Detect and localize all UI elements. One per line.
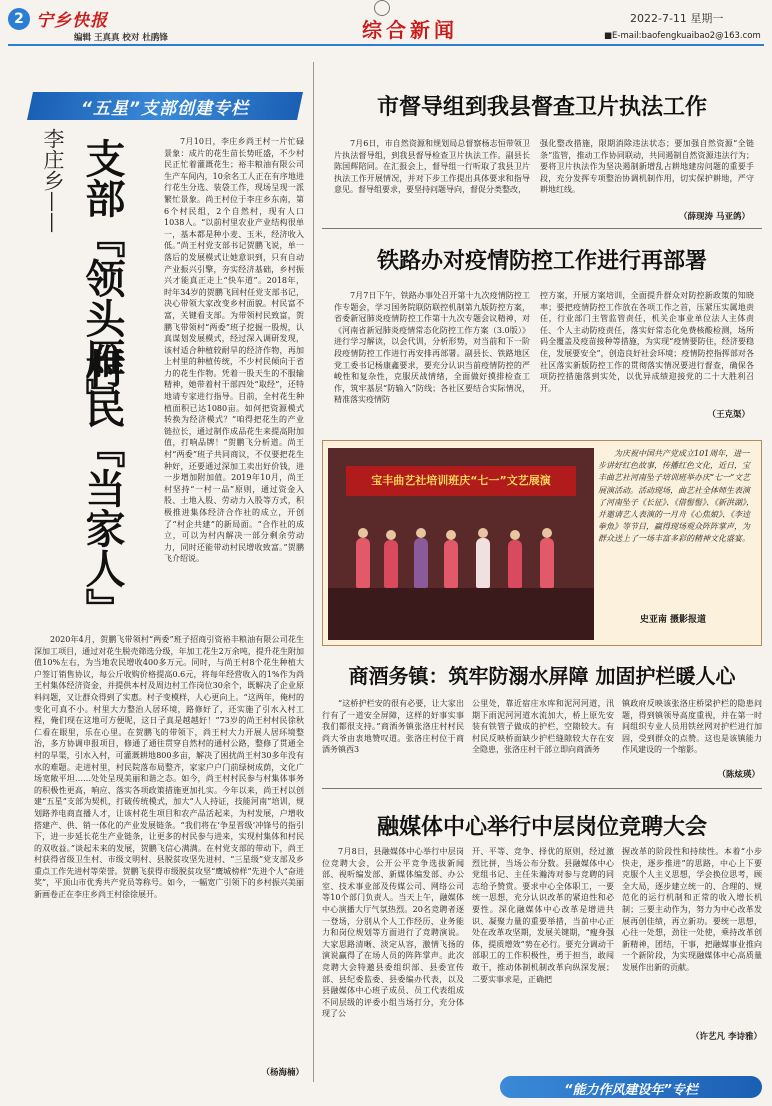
stage-banner: 宝丰曲艺社培训班庆“七一”文艺展演: [346, 466, 576, 496]
article-4-credit: （许艺凡 李诗雅）: [691, 1032, 762, 1042]
section-title: 综合新闻: [362, 18, 458, 42]
performer-head: [358, 528, 368, 538]
article-4-headline: 融媒体中心举行中层岗位竞聘大会: [376, 814, 707, 840]
article-3-headline: 商酒务镇：筑牢防溺水屏障 加固护栏暖人心: [348, 664, 736, 688]
performer: [356, 538, 370, 588]
header-rule: [8, 44, 764, 46]
column-divider: [313, 62, 314, 1082]
performer: [540, 538, 554, 588]
performer-head: [478, 528, 488, 538]
article-2-credit: （王克渠）: [707, 410, 750, 420]
performer: [414, 538, 428, 588]
article-1-credit: （薛现涛 马亚鸽）: [679, 212, 750, 222]
performer-head: [416, 528, 426, 538]
stage-floor: [328, 588, 594, 640]
article-divider: [322, 788, 762, 789]
article-1-body-right: 强化整改措施，限期消除违法状态；要加强自然资源“全链条”监管，推动工作协同联动，共同遏制自然资源违法行为；要将卫片执法作为坚决遏制新增乱占耕地建房问题的重要手段，充分发挥专项整治协调机制作用，切实保护耕地，严守耕地红线。: [540, 139, 754, 195]
column-banner-title: “五星”支部创建专栏: [81, 99, 249, 119]
issue-date: 2022-7-11 星期一: [630, 12, 724, 25]
article-4-body-col1: 7月8日，县融媒体中心举行中层岗位竞聘大会，公开公平竞争选拔新闻部、视听编发部、新媒体编发部、办公室、技术事业部及传媒公司、网络公司等10个部门负责人。当天上午，融媒体中心演播大厅气氛热烈。20名竞聘者逐一登场，分别从个人工作经历、业务能力和岗位规划等方面进行了竞聘演说。大家思路清晰、淡定从容，激情飞扬的演说赢得了在场人员的阵阵掌声。此次竞聘大会特邀县委组织部、县委宣传部、县纪委监委、县委编办代表，以及县融媒体中心班子成员、员工代表组成不同层级的评委小组当场打分，充分体现了公: [322, 847, 464, 1019]
article-2-body-right: 控方案，开展方案培训，全面提升群众对防控新政策的知晓率；要把疫情防控工作放在各项工作之首，压紧压实属地责任，行业部门主管监管责任，机关企事业单位法人主体责任、个人主动防疫责任，落实好常态化免费核酸检测，场所码全覆盖及疫苗接种等措施，为实现“疫情要防住，经济要稳住，发展要安全”，创造良好社会环境；疫情防控指挥部对各社区落实新版防控工作的贯彻落实情况要进行督查，确保各项防控措施落到实处，以优异成绩迎接党的二十大胜利召开。: [540, 291, 754, 393]
article-1-body-left: 7月6日，市自然资源和规划局总督察杨志恒带领卫片执法督导组，到我县督导检查卫片执法工作。副县长陈国辉陪同。在汇报会上，督导组一行听取了我县卫片执法工作开展情况，并对下步工作提出具体要求和指导意见。督导组要求，要坚持问题导向，督促分类整改，: [334, 139, 530, 195]
performer-head: [510, 530, 520, 540]
feature-title-2: 村民『当家人』: [79, 348, 126, 628]
village-label: 李庄乡——: [41, 128, 65, 233]
article-2-body-left: 7月7日下午，铁路办事处召开第十九次疫情防控工作专题会，学习国务院联防联控机制第九版防控方案，省委新冠肺炎疫情防控工作第十九次专题会议精神，对《河南省新冠肺炎疫情常态化防控工作方案（3.0版）》进行学习解读，以会代训，分析形势，对当前和下一阶段疫情防控工作进行再安排再部署。副县长、铁路地区党工委书记杨康鑫要求，要充分认识当前疫情防控的严峻性和复杂性，克服厌战情绪，全面做好摸排检查工作，筑牢基层“防输入”防线；各社区要结合实际情况，精准落实疫情防: [334, 291, 530, 405]
contact-email: ■E-mail:baofengkuaibao2@163.com: [604, 31, 761, 41]
article-1-headline: 市督导组到我县督查卫片执法工作: [376, 94, 707, 120]
article-divider: [322, 228, 762, 229]
newspaper-logo: 宁乡快报: [36, 11, 108, 31]
article-3-body-col3: 镇政府反映该张洛庄桥梁护栏的隐患问题，得到镇领导高度重视，并在第一时间组织专业人员用铁丝网对护栏进行加固，受到群众的点赞。这也是该镇能力作风建设的一个缩影。: [622, 699, 762, 755]
performer: [444, 540, 458, 588]
article-2-headline: 铁路办对疫情防控工作进行再部署: [376, 248, 707, 274]
article-3-body-col1: “这桥护栏安的很有必要，让大家出行有了一道安全屏障，这样的好事实事我们都很支持。”商酒务镇张洛庄村村民尚大爷由衷地赞叹道。张洛庄村位于商酒务镇西3: [322, 699, 464, 755]
stage-performance-photo: [328, 448, 594, 640]
performer: [384, 540, 398, 588]
bottom-column-banner-title: “能力作风建设年”专栏: [564, 1083, 698, 1098]
article-3-body-col2: 公里处，靠近宿庄水库和泥河河道，汛期下雨泥河河道水流加大，桥上原先安装有铁管子做成的护栏，空隙较大。有村民反映桥面缺少护栏缝隙较大存在安全隐患，张洛庄村干部立即向商酒务: [472, 699, 614, 755]
feature-title-1: 支部『领头雁』: [79, 138, 126, 418]
staff-line: 编辑 王真真 校对 杜鹃锋: [74, 33, 168, 43]
article-4-body-col2: 开、平等、竞争、择优的原则，经过激烈比拼，当场公布分数。县融媒体中心党组书记、主任朱瀚涛对参与竞聘的同志给予赞赏。要求中心全体职工，一要统一思想，充分认识改革的紧迫性和必要性。深化融媒体中心改革是增进共识、凝聚力量的重要举措，当前中心正处在改革攻坚期，发展关键期，“瘦身强体，提质增效”势在必行。要充分调动干部职工的工作积极性，勇于担当，敢闯敢干，推动体制机制改革向纵深发展；二要实事求是，正确把: [472, 847, 614, 984]
photo-credit: 史亚南 摄影报道: [639, 615, 707, 625]
page-number-badge: 2: [8, 8, 30, 30]
performer: [476, 538, 490, 588]
performer-head: [446, 530, 456, 540]
feature-body-lower: 2020年4月，贺鹏飞带领村“两委”班子招商引资裕丰粮油有限公司花生深加工项目，通过对花生脱壳筛选分级，年加工花生2万余吨，提升花生附加值10%左右，为当地农民增收400多万元。同时，与尚王村8个花生种植大户签订销售协议，每公斤收购价格提高0.6元，将每年经营收入的1%作为尚王村集体经济资金，并提供本村及周边村工作岗位30余个，既解决了企业原料问题，又让群众得到了实惠。村子变模样，人心更向上。“这两年，俺村的变化可真不小。村里大力整治人居环境，路修好了，还实施了引水入村工程，俺们现在这地可方便呢，这日子真是越越好！”73岁的尚王村村民徐秋仁看在眼里，乐在心里。在贺鹏飞的带领下，尚王村大力开展人居环境整治，多方协调申报项目，修通了通往贯穿自然村的通村公路，整修了贯通全村的旱渠，引水入村，可灌溉耕地800多亩，解决了困扰尚王村30多年没有水的难题。走进村里，村民院落布局整齐，家家户户门前绿树成荫，文化广场宽敞平坦……处处呈现美丽和谐之态。如今，尚王村村民参与村集体事务的积极性更高，响应、落实各项政策措施更加扎实。今年以来，尚王村以创建“五星”支部为契机，打破传统模式，加大“人人持证，技能河南”培训，规划路养电商直播人才，让该村花生项目和农产品活起来，为村发展，户增收搭建产、供、销一体化的产业发展链条。“我们将在‘争星晋级’冲锋号的指引下，进一步延长花生产业链条，让更多的村民参与进来，实现村集体和村民的双收益。”谈起未来的发展，贺鹏飞信心满满。在村党支部的带动下，尚王村获得省级卫生村、市级文明村、县脱贫攻坚先进村、“三星级”党支部及乡重点工作先进村等荣誉。贺鹏飞获得市级脱贫攻坚“鹰城榜样”先进个人“奋进奖”，平顶山市优秀共产党员等称号。如今，一幅宽广引领下的乡村振兴美丽新画卷正在李庄乡尚王村徐徐展开。: [34, 635, 304, 900]
photo-caption: 为庆祝中国共产党成立101周年，进一步讲好红色故事，传播红色文化，近日，宝丰曲艺社河南坠子培训班举办庆“七一”文艺展演活动。活动现场，曲艺社全体师生表演了河南坠子《长征》、《借髻髻》、《新洪湖》，并邀请艺人表演的一月舟《心焦娘》、《李逵拳魚》等节目，赢得现场观众阵阵掌声，为群众送上了一场丰富多彩的精神文化盛宴。: [598, 449, 754, 544]
feature-credit: （杨海楠）: [261, 1068, 304, 1078]
article-4-body-col3: 握改革的阶段性和持续性。本着“小步快走，逐步推进”的思路，中心上下要克服个人主义思想，学会换位思考，顾全大局，逐步建立统一的、合理的、规范化的运行机制和正常的收入增长机制；三要主动作为，努力为中心改革发展再创佳绩，再立新功。要统一思想，心往一处想，劲往一处使，乘持改革创新精神，团结，干事，把融媒事业推向一个新阶段，为实现融媒体中心高质量发展作出新的贡献。: [622, 847, 762, 972]
performer-head: [386, 530, 396, 540]
article-3-credit: （陈炫瑛）: [717, 770, 760, 780]
feature-body-upper: 7月10日，李庄乡尚王村一片忙碌景象：成片的花生苗长势旺盛，不少村民正忙着灌溉花生；裕丰粮油有限公司生产车间内，10余名工人正在有序地进行花生分选、装袋工作，现场呈现一派繁忙景象。尚王村位于李庄乡东南，第6个村民组，2个自然村，现有人口1038人。“以前村里农业产业结构很单一，基本都是种小麦、玉米，经济收入低。”尚王村党支部书记贺鹏飞说，单一落后的发展模式让她意识到，只有自动产业振兴引擎，夯实经济基础，乡村振兴才能真正走上“快车道”。2018年，时年34岁的贺鹏飞回村任党支部书记，决心带领大家改变乡村面貌。村民富不富，关键看支部。为带领村民致富，贺鹏飞带领村“两委”班子挖掘一股规，认真谋划发展模式，经过深入调研发现，该村适合种植较耐旱的经济作物，再加上村里的种植传统，不少村民倾向于省力的花生作物。凭着一股天生的不服输精神，她带着村干部四处“取经”，还特地请专家进行指导。目前，全村花生种植面积已达1080亩。如何把资源模式转换为经济模式？“咱得把花生的产业链拉长，通过制作成品花生来提高附加值，打响品牌！”贺鹏飞分析道。尚王村“两委”班子共同商议，不仅要把花生种好，还要通过深加工卖出好价钱，进一步增加附加值。2019年10月，尚王村坚持“一村一品”原则，通过资金入股、土地入股、劳动力入股等方式，积极推进集体经济合作社的成立，开创了“村企共建”的新局面。“合作社的成立，可以为村内解决一部分剩余劳动力，同时还能带动村民增收致富。”贺鹏飞介绍说。: [164, 137, 304, 564]
performer: [508, 540, 522, 588]
performer-head: [542, 528, 552, 538]
